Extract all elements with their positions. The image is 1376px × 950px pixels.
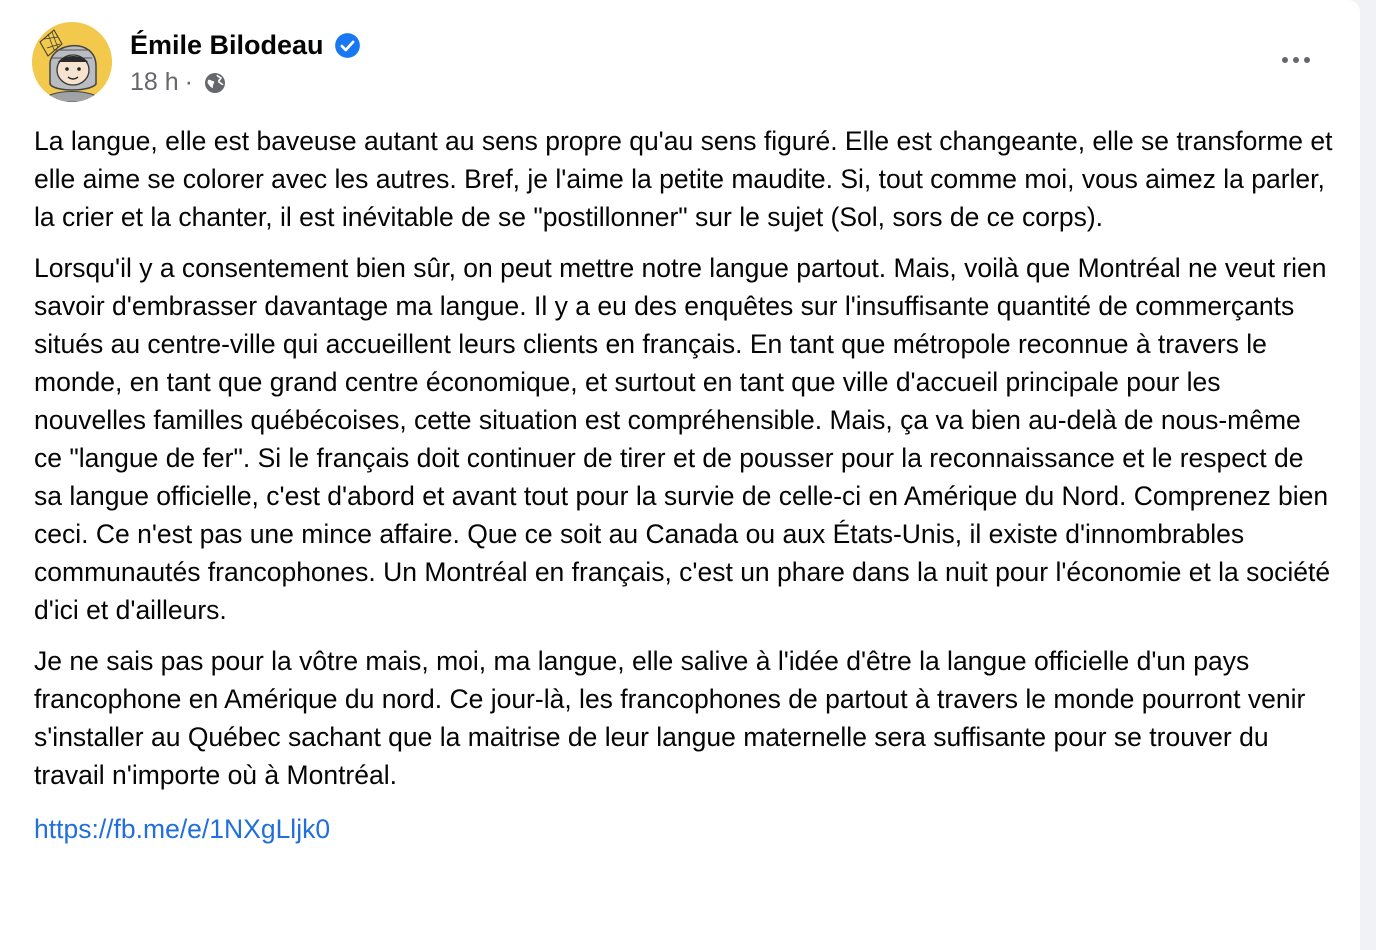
post-paragraph: Je ne sais pas pour la vôtre mais, moi, ma langue, elle salive à l'idée d'être la langue officielle d'un pays francophone en Amérique du nord. Ce jour-là, les francophones de partout à travers le monde pourront venir s'installer au Québec sachant que la maitrise de leur langue maternelle sera suffisante pour se trouver du travail n'importe où à Montréal. (34, 646, 1306, 790)
post-meta (130, 68, 227, 97)
post-header (32, 20, 1320, 110)
globe-icon[interactable] (203, 71, 227, 95)
post-link[interactable]: https://fb.me/e/1NXgLljk0 (34, 814, 331, 844)
meta-separator: · (184, 68, 193, 96)
more-options-icon[interactable] (1272, 46, 1320, 74)
author-name[interactable]: Émile Bilodeau (130, 30, 324, 60)
post-paragraph: Lorsqu'il y a consentement bien sûr, on peut mettre notre langue partout. Mais, voilà que Montréal ne veut rien savoir d'embrasser davantage ma langue. Il y a eu des enquêtes sur l'insuffisante quantité de commerçants situés au centre-ville qui accueillent leurs clients en français. En tant que métropole reconnue à travers le monde, en tant que grand centre économique, et surtout en tant que ville d'accueil principale pour les nouvelles familles québécoises, cette situation est compréhensible. Mais, ça va bien au-delà de nous-même ce "langue de fer". Si le français doit continuer de tirer et de pousser pour la reconnaissance et le respect de sa langue officielle, c'est d'abord et avant tout pour la survie de celle-ci en Amérique du Nord. Comprenez bien ceci. Ce n'est pas une mince affaire. Que ce soit au Canada ou aux États-Unis, il existe d'innombrables communautés francophones. Un Montréal en français, c'est un phare dans la nuit pour l'économie et la société d'ici et d'ailleurs. (34, 253, 1331, 625)
more-dot (1304, 57, 1310, 63)
post-body (34, 122, 1334, 848)
post-paragraph: La langue, elle est baveuse autant au sens propre qu'au sens figuré. Elle est changeante, elle se transforme et elle aime se colorer avec les autres. Bref, je l'aime la petite maudite. Si, tout comme moi, vous aimez la parler, la crier et la chanter, il est inévitable de se "postillonner" sur le sujet (Sol, sors de ce corps). (34, 126, 1333, 232)
author-avatar[interactable] (32, 22, 112, 102)
author-name-row (130, 30, 361, 61)
more-dot (1282, 57, 1288, 63)
post-timestamp[interactable]: 18 h (130, 68, 179, 96)
avatar-illustration (32, 22, 112, 102)
more-dot (1293, 57, 1299, 63)
verified-badge-icon (334, 32, 361, 59)
